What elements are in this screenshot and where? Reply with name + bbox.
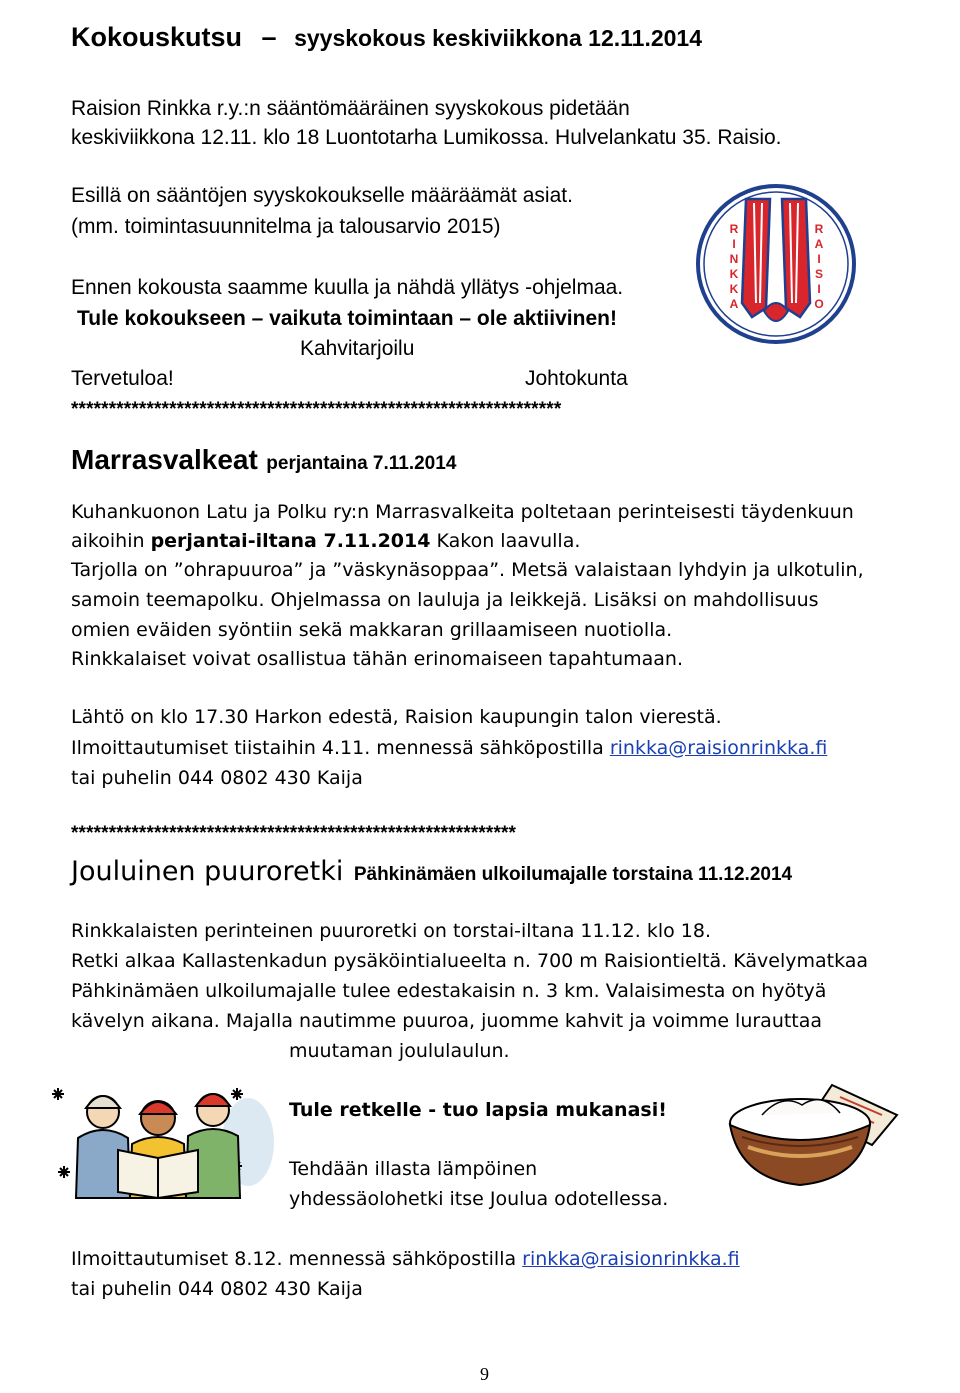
rinkka-raisio-logo bbox=[694, 183, 858, 345]
joulu-paragraph-line: Retki alkaa Kallastenkadun pysäköintialueelta n. 700 m Raisiontieltä. Kävelymatkaa bbox=[71, 950, 869, 972]
marras-subtitle: perjantaina 7.11.2014 bbox=[266, 453, 457, 474]
porridge-bowl-illustration bbox=[722, 1075, 900, 1193]
email-link[interactable]: rinkka@raisionrinkka.fi bbox=[609, 737, 828, 759]
page-number: 9 bbox=[480, 1364, 489, 1384]
logo-letter: N bbox=[729, 252, 739, 266]
meeting-title-block bbox=[71, 22, 702, 53]
marras-paragraph-line bbox=[71, 528, 580, 555]
separator: *********************************************************** bbox=[71, 823, 517, 844]
text-run: Ilmoittautumiset tiistaihin 4.11. mennessä sähköpostilla bbox=[71, 737, 610, 759]
joulu-paragraph-line: muutaman joululaulun. bbox=[289, 1040, 510, 1062]
marras-paragraph-line: omien eväiden syöntiin sekä makkaran grillaamiseen nuotiolla. bbox=[71, 619, 673, 641]
joulu-call-to-action: Tule retkelle - tuo lapsia mukanasi! bbox=[289, 1099, 667, 1121]
logo-letter: I bbox=[817, 252, 821, 266]
text-run: Kakon laavulla. bbox=[430, 530, 581, 552]
marras-paragraph-line: samoin teemapolku. Ohjelmassa on lauluja ja leikkejä. Lisäksi on mahdollisuus bbox=[71, 589, 819, 611]
meeting-line: (mm. toimintasuunnitelma ja talousarvio 2015) bbox=[71, 215, 501, 238]
title-dash: – bbox=[261, 22, 277, 52]
marras-paragraph-line: Kuhankuonon Latu ja Polku ry:n Marrasvalkeita poltetaan perinteisesti täydenkuun bbox=[71, 501, 854, 523]
event-date: perjantai-iltana 7.11.2014 bbox=[150, 530, 431, 552]
marras-paragraph-line: Rinkkalaiset voivat osallistua tähän erinomaiseen tapahtumaan. bbox=[71, 648, 684, 670]
logo-letter: K bbox=[729, 267, 739, 281]
marras-paragraph-line: Tarjolla on ”ohrapuuroa” ja ”väskynäsoppaa”. Metsä valaistaan lyhdyin ja ulkotulin, bbox=[71, 559, 864, 581]
meeting-line: Esillä on sääntöjen syyskokoukselle määräämät asiat. bbox=[71, 184, 573, 207]
marras-detail-line bbox=[71, 735, 827, 762]
joulu-heading bbox=[71, 856, 792, 887]
meeting-line: keskiviikkona 12.11. klo 18 Luontotarha Lumikossa. Hulvelankatu 35. Raisio. bbox=[71, 126, 782, 149]
text-run: aikoihin bbox=[71, 530, 151, 552]
logo-letter: K bbox=[729, 282, 739, 296]
joulu-registration-line: tai puhelin 044 0802 430 Kaija bbox=[71, 1278, 363, 1300]
joulu-paragraph-line: Pähkinämäen ulkoilumajalle tulee edestakaisin n. 3 km. Valaisimesta on hyötyä bbox=[71, 980, 827, 1002]
meeting-line: Raision Rinkka r.y.:n sääntömääräinen syyskokous pidetään bbox=[71, 97, 630, 120]
joulu-registration-line bbox=[71, 1246, 740, 1273]
meeting-line: Ennen kokousta saamme kuulla ja nähdä yllätys -ohjelmaa. bbox=[71, 276, 624, 299]
logo-letter: I bbox=[817, 282, 821, 296]
logo-letter: O bbox=[814, 297, 824, 311]
welcome-text: Tervetuloa! bbox=[71, 367, 174, 390]
logo-letter: R bbox=[814, 222, 824, 236]
joulu-subtitle: Pähkinämäen ulkoilumajalle torstaina 11.12.2014 bbox=[353, 864, 793, 885]
joulu-title: Jouluinen puuroretki bbox=[71, 856, 344, 887]
marras-title: Marrasvalkeat bbox=[71, 444, 258, 475]
logo-letter: I bbox=[732, 237, 736, 251]
joulu-wish-line: Tehdään illasta lämpöinen bbox=[289, 1158, 538, 1180]
meeting-callout: Tule kokoukseen – vaikuta toimintaan – ole aktiivinen! bbox=[77, 307, 617, 330]
marras-heading bbox=[71, 444, 456, 476]
meeting-subtitle: syyskokous keskiviikkona 12.11.2014 bbox=[294, 25, 703, 51]
logo-letter: R bbox=[729, 222, 739, 236]
email-link[interactable]: rinkka@raisionrinkka.fi bbox=[522, 1248, 740, 1270]
text-run: Ilmoittautumiset 8.12. mennessä sähköpostilla bbox=[71, 1248, 523, 1270]
joulu-paragraph-line: kävelyn aikana. Majalla nautimme puuroa, juomme kahvit ja voimme lurauttaa bbox=[71, 1010, 823, 1032]
logo-letter: S bbox=[814, 267, 824, 281]
coffee-note: Kahvitarjoilu bbox=[300, 337, 415, 360]
marras-detail-line: Lähtö on klo 17.30 Harkon edestä, Raision kaupungin talon vierestä. bbox=[71, 706, 722, 728]
carolers-illustration bbox=[48, 1080, 278, 1200]
joulu-wish-line: yhdessäolohetki itse Joulua odotellessa. bbox=[289, 1188, 669, 1210]
meeting-title: Kokouskutsu bbox=[71, 22, 243, 52]
logo-letter: A bbox=[814, 237, 824, 251]
board-signature: Johtokunta bbox=[525, 367, 628, 390]
marras-detail-line: tai puhelin 044 0802 430 Kaija bbox=[71, 767, 363, 789]
logo-letter: A bbox=[729, 297, 739, 311]
joulu-paragraph-line: Rinkkalaisten perinteinen puuroretki on torstai-iltana 11.12. klo 18. bbox=[71, 920, 712, 942]
separator: ***************************************************************** bbox=[71, 399, 562, 420]
